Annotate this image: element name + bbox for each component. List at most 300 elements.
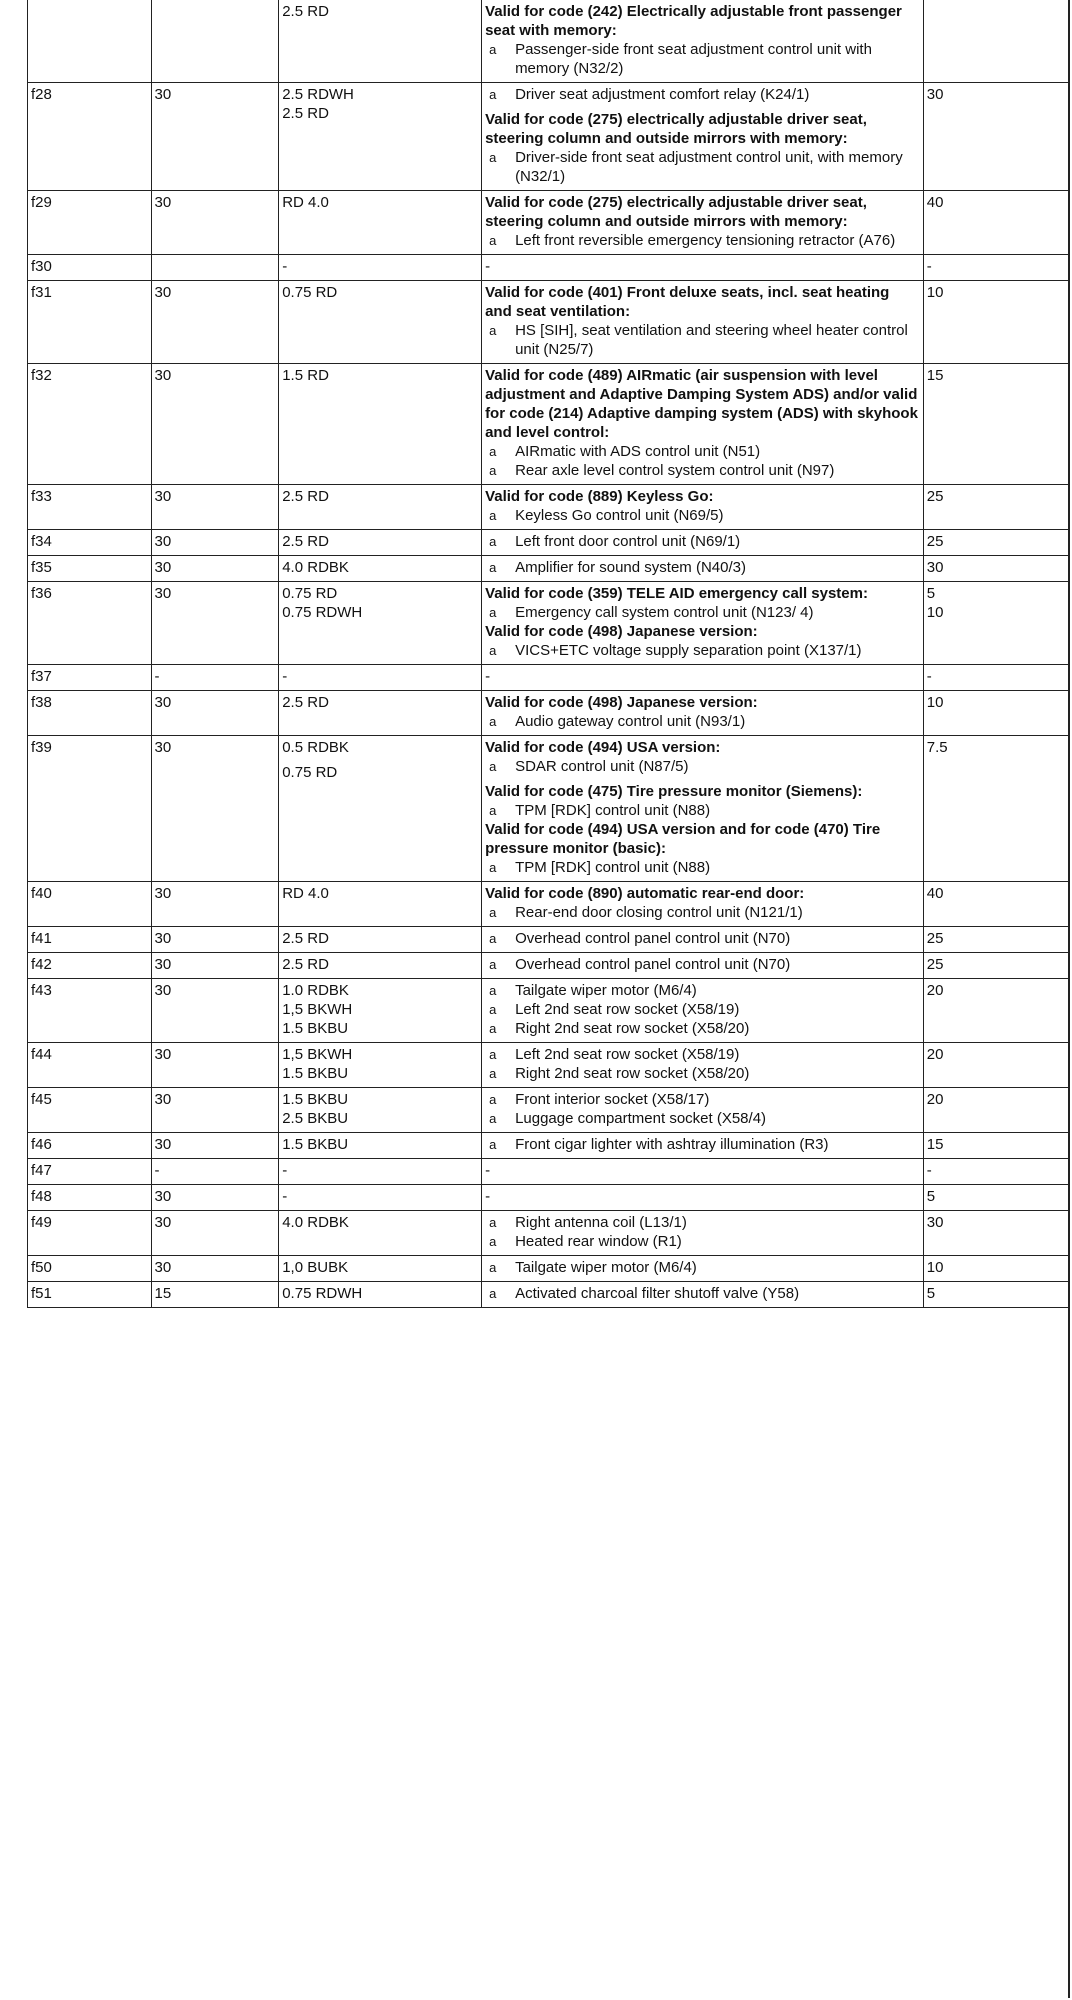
fuse-rating: 40: [926, 885, 944, 902]
bullet-icon: a: [489, 323, 497, 338]
fuse-rating-cell: [923, 665, 1068, 691]
consumer-text: Left 2nd seat row socket (X58/19): [515, 1046, 740, 1063]
fuse-row: [28, 1185, 1069, 1211]
wire-cell: [279, 530, 482, 556]
fuse-row: [28, 1211, 1069, 1256]
bullet-icon: a: [489, 150, 497, 165]
consumer-cell: [482, 1282, 924, 1308]
consumer-item: [485, 1213, 920, 1232]
fuse-rating: 5: [926, 585, 936, 602]
wire-spec: 1,0 BUBK: [282, 1259, 349, 1276]
wire-spec: 2.5 RD: [282, 533, 329, 550]
validity-condition: Valid for code (494) USA version and for code (470) Tire pressure monitor (basic):: [485, 821, 881, 857]
bullet-icon: a: [489, 714, 497, 729]
terminal-cell: 30: [151, 691, 279, 736]
wire-spec: -: [282, 668, 288, 685]
consumer-text: Overhead control panel control unit (N70): [515, 930, 791, 947]
terminal-cell: 30: [151, 1133, 279, 1159]
fuse-rating: 5: [926, 1285, 936, 1302]
bullet-icon: a: [489, 508, 497, 523]
wire-cell: [279, 582, 482, 665]
terminal-cell: 30: [151, 556, 279, 582]
fuse-row: [28, 979, 1069, 1043]
bullet-icon: a: [489, 905, 497, 920]
consumer-item: [485, 442, 920, 461]
bullet-icon: a: [489, 87, 497, 102]
consumer-text: TPM [RDK] control unit (N88): [515, 859, 711, 876]
fuse-rating-cell: [923, 0, 1068, 83]
terminal-cell: -: [151, 1159, 279, 1185]
wire-cell: [279, 1256, 482, 1282]
wire-cell: [279, 691, 482, 736]
consumer-text: -: [485, 668, 491, 685]
bullet-icon: a: [489, 759, 497, 774]
consumer-item: [485, 801, 920, 820]
consumer-item: [485, 641, 920, 660]
terminal-cell: 30: [151, 736, 279, 882]
fuse-rating: 20: [926, 1046, 944, 1063]
consumer-item: [485, 148, 920, 186]
wire-spec: 0.75 RDWH: [282, 1285, 363, 1302]
consumer-cell: [482, 364, 924, 485]
wire-spec: 0.75 RD: [282, 585, 338, 602]
wire-cell: [279, 364, 482, 485]
fuse-rating-cell: [923, 191, 1068, 255]
consumer-text: -: [485, 1188, 491, 1205]
fuse-id-cell: f32: [28, 364, 152, 485]
consumer-text: Luggage compartment socket (X58/4): [515, 1110, 767, 1127]
bullet-icon: a: [489, 803, 497, 818]
consumer-item: [485, 231, 920, 250]
wire-spec: -: [282, 1188, 288, 1205]
fuse-rating-cell: [923, 1133, 1068, 1159]
consumer-cell: [482, 556, 924, 582]
terminal-cell: -: [151, 665, 279, 691]
fuse-id-cell: f50: [28, 1256, 152, 1282]
consumer-text: Left front door control unit (N69/1): [515, 533, 741, 550]
wire-cell: [279, 485, 482, 530]
fuse-rating-cell: [923, 255, 1068, 281]
wire-spec: 2.5 BKBU: [282, 1110, 349, 1127]
consumer-item: [485, 1232, 920, 1251]
page-right-border: [1068, 0, 1070, 1998]
fuse-row: [28, 530, 1069, 556]
fuse-rating-cell: [923, 1256, 1068, 1282]
consumer-cell: [482, 953, 924, 979]
bullet-icon: a: [489, 1111, 497, 1126]
wire-spec: 0.75 RDWH: [282, 604, 363, 621]
fuse-row: [28, 83, 1069, 191]
consumer-cell: [482, 582, 924, 665]
wire-spec: 2.5 RD: [282, 105, 329, 122]
fuse-rating: 30: [926, 1214, 944, 1231]
fuse-id-cell: f42: [28, 953, 152, 979]
validity-condition: Valid for code (489) AIRmatic (air suspension with level adjustment and Adaptive Damping System ADS) and/or valid for code (214) Adaptive damping system (ADS) with skyhook and level control:: [485, 367, 918, 441]
terminal-cell: 30: [151, 191, 279, 255]
consumer-text: Front interior socket (X58/17): [515, 1091, 710, 1108]
fuse-rating-cell: [923, 1159, 1068, 1185]
consumer-item: [485, 461, 920, 480]
terminal-cell: 30: [151, 364, 279, 485]
consumer-cell: [482, 882, 924, 927]
bullet-icon: a: [489, 1066, 497, 1081]
consumer-item: [485, 757, 920, 776]
consumer-cell: [482, 1256, 924, 1282]
consumer-cell: [482, 691, 924, 736]
terminal-cell: 15: [151, 1282, 279, 1308]
fuse-id-cell: f28: [28, 83, 152, 191]
fuse-row: [28, 255, 1069, 281]
terminal-cell: 30: [151, 979, 279, 1043]
fuse-id-cell: f43: [28, 979, 152, 1043]
validity-condition: Valid for code (889) Keyless Go:: [485, 488, 714, 505]
fuse-table-body: [28, 0, 1069, 1308]
wire-cell: [279, 83, 482, 191]
consumer-text: Right 2nd seat row socket (X58/20): [515, 1065, 750, 1082]
fuse-row: [28, 485, 1069, 530]
consumer-cell: [482, 255, 924, 281]
consumer-cell: [482, 1133, 924, 1159]
consumer-cell: [482, 736, 924, 882]
fuse-rating-cell: [923, 83, 1068, 191]
fuse-rating: 25: [926, 533, 944, 550]
consumer-cell: [482, 979, 924, 1043]
bullet-icon: a: [489, 444, 497, 459]
consumer-item: [485, 1109, 920, 1128]
bullet-icon: a: [489, 1021, 497, 1036]
fuse-id-cell: f37: [28, 665, 152, 691]
consumer-item: [485, 929, 920, 948]
terminal-cell: [151, 0, 279, 83]
fuse-rating: 20: [926, 1091, 944, 1108]
consumer-item: [485, 321, 920, 359]
fuse-rating: 40: [926, 194, 944, 211]
validity-condition: Valid for code (359) TELE AID emergency call system:: [485, 585, 868, 602]
consumer-item: [485, 1135, 920, 1154]
validity-condition: Valid for code (494) USA version:: [485, 739, 721, 756]
wire-spec: 1,5 BKWH: [282, 1001, 353, 1018]
wire-cell: [279, 953, 482, 979]
fuse-row: [28, 1159, 1069, 1185]
consumer-cell: [482, 1185, 924, 1211]
fuse-row: [28, 582, 1069, 665]
fuse-id-cell: f47: [28, 1159, 152, 1185]
wire-spec: 1.5 BKBU: [282, 1020, 349, 1037]
validity-condition: Valid for code (275) electrically adjustable driver seat, steering column and outside mirrors with memory:: [485, 111, 867, 147]
fuse-rating-cell: [923, 1088, 1068, 1133]
consumer-text: HS [SIH], seat ventilation and steering wheel heater control unit (N25/7): [515, 322, 908, 358]
consumer-item: [485, 903, 920, 922]
consumer-cell: [482, 191, 924, 255]
wire-spec: 1.5 BKBU: [282, 1136, 349, 1153]
wire-spec: 1.5 BKBU: [282, 1065, 349, 1082]
fuse-id-cell: f30: [28, 255, 152, 281]
bullet-icon: a: [489, 1260, 497, 1275]
fuse-rating-cell: [923, 882, 1068, 927]
fuse-rating-cell: [923, 556, 1068, 582]
fuse-row: [28, 691, 1069, 736]
wire-spec: 0.5 RDBK: [282, 739, 349, 756]
consumer-item: [485, 981, 920, 1000]
bullet-icon: a: [489, 463, 497, 478]
fuse-rating: -: [926, 258, 932, 275]
consumer-text: Keyless Go control unit (N69/5): [515, 507, 724, 524]
wire-spec: 1,5 BKWH: [282, 1046, 353, 1063]
consumer-text: Overhead control panel control unit (N70): [515, 956, 791, 973]
consumer-item: [485, 1000, 920, 1019]
consumer-text: Tailgate wiper motor (M6/4): [515, 982, 697, 999]
validity-condition: Valid for code (401) Front deluxe seats, incl. seat heating and seat ventilation:: [485, 284, 890, 320]
consumer-text: Left 2nd seat row socket (X58/19): [515, 1001, 740, 1018]
consumer-text: Right antenna coil (L13/1): [515, 1214, 687, 1231]
wire-cell: [279, 1043, 482, 1088]
fuse-row: [28, 1256, 1069, 1282]
wire-spec: 1.5 RD: [282, 367, 329, 384]
wire-spec: -: [282, 258, 288, 275]
terminal-cell: 30: [151, 1185, 279, 1211]
terminal-cell: [151, 255, 279, 281]
consumer-text: SDAR control unit (N87/5): [515, 758, 689, 775]
consumer-item: [485, 1064, 920, 1083]
fuse-rating-cell: [923, 979, 1068, 1043]
bullet-icon: a: [489, 1215, 497, 1230]
bullet-icon: a: [489, 957, 497, 972]
terminal-cell: 30: [151, 1043, 279, 1088]
fuse-row: [28, 882, 1069, 927]
terminal-cell: 30: [151, 281, 279, 364]
fuse-rating: 25: [926, 956, 944, 973]
consumer-text: Driver-side front seat adjustment control unit, with memory (N32/1): [515, 149, 903, 185]
fuse-id-cell: f34: [28, 530, 152, 556]
consumer-text: VICS+ETC voltage supply separation point (X137/1): [515, 642, 862, 659]
wire-spec: 4.0 RDBK: [282, 559, 349, 576]
fuse-rating: 10: [926, 284, 944, 301]
terminal-cell: 30: [151, 927, 279, 953]
fuse-id-cell: f33: [28, 485, 152, 530]
consumer-item: [485, 1045, 920, 1064]
wire-spec: 2.5 RD: [282, 930, 329, 947]
fuse-row: [28, 665, 1069, 691]
bullet-icon: a: [489, 1047, 497, 1062]
fuse-id-cell: f41: [28, 927, 152, 953]
wire-spec: 4.0 RDBK: [282, 1214, 349, 1231]
consumer-item: [485, 955, 920, 974]
fuse-id-cell: f39: [28, 736, 152, 882]
fuse-id-cell: f46: [28, 1133, 152, 1159]
fuse-row: [28, 736, 1069, 882]
consumer-cell: [482, 0, 924, 83]
wire-cell: [279, 191, 482, 255]
consumer-text: Tailgate wiper motor (M6/4): [515, 1259, 697, 1276]
wire-cell: [279, 1211, 482, 1256]
wire-spec: 1.5 BKBU: [282, 1091, 349, 1108]
fuse-rating-cell: [923, 530, 1068, 556]
consumer-item: [485, 1284, 920, 1303]
consumer-cell: [482, 1159, 924, 1185]
fuse-row: [28, 364, 1069, 485]
wire-spec: 0.75 RD: [282, 764, 338, 781]
wire-cell: [279, 1185, 482, 1211]
consumer-item: [485, 532, 920, 551]
bullet-icon: a: [489, 560, 497, 575]
fuse-rating-cell: [923, 364, 1068, 485]
fuse-row: [28, 1133, 1069, 1159]
wire-cell: [279, 1088, 482, 1133]
consumer-text: Front cigar lighter with ashtray illumination (R3): [515, 1136, 829, 1153]
terminal-cell: 30: [151, 1256, 279, 1282]
consumer-item: [485, 1258, 920, 1277]
terminal-cell: 30: [151, 953, 279, 979]
fuse-id-cell: f48: [28, 1185, 152, 1211]
bullet-icon: a: [489, 42, 497, 57]
wire-cell: [279, 556, 482, 582]
wire-cell: [279, 281, 482, 364]
wire-cell: [279, 979, 482, 1043]
fuse-row: [28, 1043, 1069, 1088]
fuse-id-cell: [28, 0, 152, 83]
bullet-icon: a: [489, 1137, 497, 1152]
wire-spec: 2.5 RD: [282, 488, 329, 505]
consumer-item: [485, 40, 920, 78]
wire-cell: [279, 665, 482, 691]
fuse-assignment-table: [27, 0, 1069, 1308]
consumer-cell: [482, 665, 924, 691]
consumer-text: Rear axle level control system control unit (N97): [515, 462, 835, 479]
bullet-icon: a: [489, 860, 497, 875]
bullet-icon: a: [489, 983, 497, 998]
fuse-rating-cell: [923, 1211, 1068, 1256]
terminal-cell: 30: [151, 582, 279, 665]
consumer-item: [485, 858, 920, 877]
fuse-row: [28, 953, 1069, 979]
wire-spec: RD 4.0: [282, 885, 329, 902]
wire-spec: 2.5 RD: [282, 956, 329, 973]
wire-spec: 0.75 RD: [282, 284, 338, 301]
consumer-item: [485, 603, 920, 622]
validity-condition: Valid for code (275) electrically adjustable driver seat, steering column and outside mirrors with memory:: [485, 194, 867, 230]
terminal-cell: 30: [151, 1211, 279, 1256]
consumer-text: Heated rear window (R1): [515, 1233, 682, 1250]
wire-cell: [279, 0, 482, 83]
wire-cell: [279, 1282, 482, 1308]
wire-spec: 1.0 RDBK: [282, 982, 349, 999]
fuse-rating: 20: [926, 982, 944, 999]
fuse-id-cell: f40: [28, 882, 152, 927]
consumer-item: [485, 1090, 920, 1109]
wire-cell: [279, 882, 482, 927]
validity-condition: Valid for code (498) Japanese version:: [485, 694, 758, 711]
wire-cell: [279, 1159, 482, 1185]
bullet-icon: a: [489, 931, 497, 946]
fuse-rating: 30: [926, 86, 944, 103]
consumer-cell: [482, 1088, 924, 1133]
fuse-id-cell: f49: [28, 1211, 152, 1256]
terminal-cell: 30: [151, 485, 279, 530]
consumer-cell: [482, 530, 924, 556]
bullet-icon: a: [489, 233, 497, 248]
consumer-text: Passenger-side front seat adjustment control unit with memory (N32/2): [515, 41, 872, 77]
fuse-rating-cell: [923, 1282, 1068, 1308]
fuse-id-cell: f31: [28, 281, 152, 364]
fuse-id-cell: f45: [28, 1088, 152, 1133]
validity-condition: Valid for code (890) automatic rear-end door:: [485, 885, 805, 902]
bullet-icon: a: [489, 605, 497, 620]
wire-cell: [279, 927, 482, 953]
fuse-rating: -: [926, 668, 932, 685]
validity-condition: Valid for code (475) Tire pressure monitor (Siemens):: [485, 783, 863, 800]
consumer-text: Right 2nd seat row socket (X58/20): [515, 1020, 750, 1037]
consumer-text: Emergency call system control unit (N123/ 4): [515, 604, 814, 621]
consumer-item: [485, 506, 920, 525]
consumer-text: -: [485, 258, 491, 275]
fuse-rating-cell: [923, 485, 1068, 530]
fuse-id-cell: f36: [28, 582, 152, 665]
wire-spec: 2.5 RD: [282, 3, 329, 20]
fuse-rating: 7.5: [926, 739, 948, 756]
wire-cell: [279, 1133, 482, 1159]
fuse-rating: 15: [926, 367, 944, 384]
consumer-text: Driver seat adjustment comfort relay (K24/1): [515, 86, 810, 103]
wire-spec: -: [282, 1162, 288, 1179]
fuse-rating-cell: [923, 281, 1068, 364]
fuse-rating-cell: [923, 1043, 1068, 1088]
terminal-cell: 30: [151, 882, 279, 927]
fuse-rating: 15: [926, 1136, 944, 1153]
fuse-rating: -: [926, 1162, 932, 1179]
wire-spec: 2.5 RDWH: [282, 86, 354, 103]
fuse-row: [28, 556, 1069, 582]
consumer-item: [485, 1019, 920, 1038]
consumer-text: -: [485, 1162, 491, 1179]
fuse-id-cell: f44: [28, 1043, 152, 1088]
fuse-row: [28, 281, 1069, 364]
wire-cell: [279, 255, 482, 281]
consumer-text: Left front reversible emergency tensioning retractor (A76): [515, 232, 896, 249]
fuse-id-cell: f29: [28, 191, 152, 255]
terminal-cell: 30: [151, 83, 279, 191]
bullet-icon: a: [489, 1002, 497, 1017]
consumer-text: Audio gateway control unit (N93/1): [515, 713, 746, 730]
consumer-text: Amplifier for sound system (N40/3): [515, 559, 746, 576]
consumer-cell: [482, 1211, 924, 1256]
consumer-cell: [482, 281, 924, 364]
fuse-row: [28, 1282, 1069, 1308]
fuse-row: [28, 191, 1069, 255]
validity-condition: Valid for code (242) Electrically adjustable front passenger seat with memory:: [485, 3, 902, 39]
fuse-rating: 25: [926, 488, 944, 505]
fuse-rating-cell: [923, 736, 1068, 882]
terminal-cell: 30: [151, 530, 279, 556]
fuse-rating: 10: [926, 604, 944, 621]
fuse-rating: 25: [926, 930, 944, 947]
fuse-rating-cell: [923, 1185, 1068, 1211]
fuse-rating-cell: [923, 691, 1068, 736]
consumer-item: [485, 558, 920, 577]
consumer-text: Rear-end door closing control unit (N121/1): [515, 904, 803, 921]
fuse-rating-cell: [923, 582, 1068, 665]
wire-spec: RD 4.0: [282, 194, 329, 211]
consumer-text: Activated charcoal filter shutoff valve (Y58): [515, 1285, 800, 1302]
bullet-icon: a: [489, 1092, 497, 1107]
consumer-item: [485, 85, 920, 104]
bullet-icon: a: [489, 643, 497, 658]
bullet-icon: a: [489, 1234, 497, 1249]
fuse-rating: 30: [926, 559, 944, 576]
consumer-cell: [482, 1043, 924, 1088]
bullet-icon: a: [489, 1286, 497, 1301]
consumer-cell: [482, 485, 924, 530]
fuse-rating-cell: [923, 927, 1068, 953]
